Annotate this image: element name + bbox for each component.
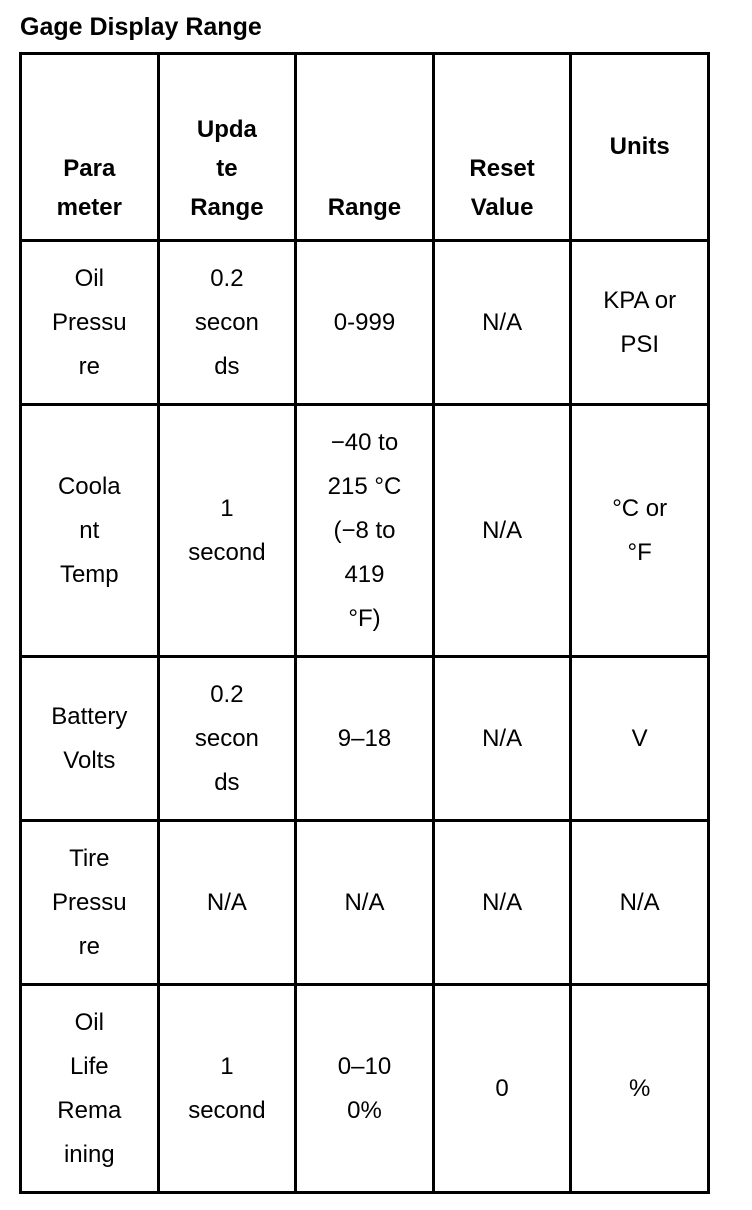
cell-reset-value: N/A [433,821,571,985]
cell-parameter: Battery Volts [21,657,159,821]
header-range: Range [296,54,434,241]
cell-units: V [571,657,709,821]
cell-units: KPA or PSI [571,241,709,405]
cell-update-range: N/A [158,821,296,985]
table-row [21,821,709,985]
cell-update-range: 1 second [158,405,296,657]
page-title: Gage Display Range [20,13,262,41]
cell-update-range: 0.2 secon ds [158,241,296,405]
cell-range: −40 to 215 °C (−8 to 419 °F) [296,405,434,657]
table-row [21,985,709,1193]
cell-reset-value: 0 [433,985,571,1193]
cell-reset-value: N/A [433,405,571,657]
cell-range: 0–10 0% [296,985,434,1193]
cell-units: °C or °F [571,405,709,657]
cell-reset-value: N/A [433,657,571,821]
gage-display-range-table [19,52,710,1194]
cell-parameter: Oil Pressu re [21,241,159,405]
cell-reset-value: N/A [433,241,571,405]
table-row [21,657,709,821]
cell-update-range: 1 second [158,985,296,1193]
header-update-range: Upda te Range [158,54,296,241]
cell-parameter: Tire Pressu re [21,821,159,985]
cell-units: % [571,985,709,1193]
cell-range: 0-999 [296,241,434,405]
table-row [21,405,709,657]
cell-parameter: Oil Life Rema ining [21,985,159,1193]
header-reset-value: Reset Value [433,54,571,241]
cell-units: N/A [571,821,709,985]
header-units: Units [571,54,709,241]
table-row [21,241,709,405]
header-parameter: Para meter [21,54,159,241]
cell-range: N/A [296,821,434,985]
cell-parameter: Coola nt Temp [21,405,159,657]
table-header-row [21,54,709,241]
cell-update-range: 0.2 secon ds [158,657,296,821]
cell-range: 9–18 [296,657,434,821]
